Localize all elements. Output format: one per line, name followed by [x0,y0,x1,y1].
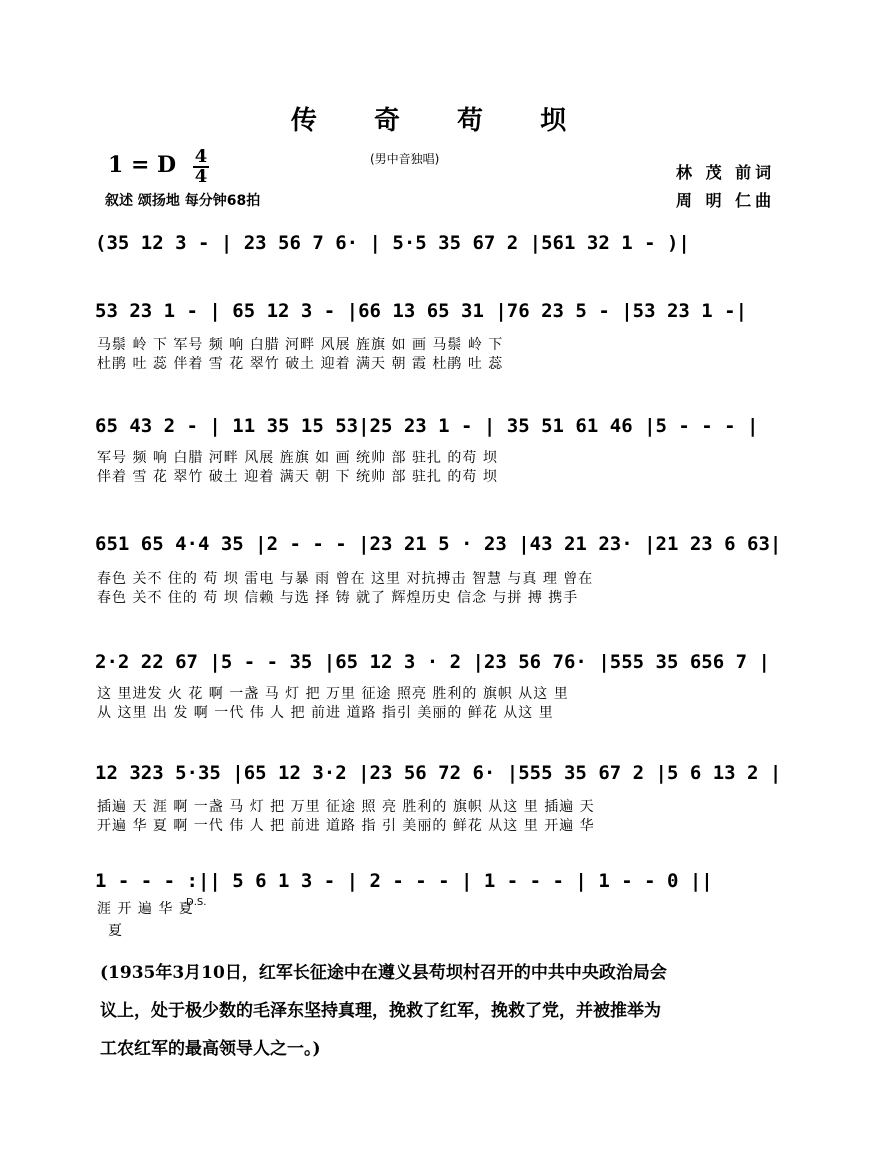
lyricist-credit: 林 茂 前词 [676,163,776,182]
lyric-line-2b: 杜鹃 吐 蕊 伴着 雪 花 翠竹 破土 迎着 满天 朝 霞 杜鹃 吐 蕊 [97,356,504,372]
score-line-5: 2·2 22 67 |5 - - 35 |65 12 3 · 2 |23 56 76· |555 35 656 7 | [95,651,770,673]
lyric-line-5a: 这 里进发 火 花 啊 一盏 马 灯 把 万里 征途 照亮 胜利的 旗帜 从这 里 [97,686,569,702]
lyric-line-7b: 夏 [108,923,123,939]
lyric-line-3a: 军号 频 响 白腊 河畔 风展 旌旗 如 画 统帅 部 驻扎 的苟 坝 [97,450,498,466]
tempo-marking: 叙述 颂扬地 每分钟68拍 [105,193,261,209]
score-line-2: 53 23 1 - | 65 12 3 - |66 13 65 31 |76 23 5 - |53 23 1 -| [95,300,748,322]
footnote-line-1: (1935年3月10日，红军长征途中在遵义县苟坝村召开的中共中央政治局会 [100,963,667,983]
time-signature [193,148,209,186]
song-title: 传 奇 苟 坝 [290,106,591,136]
score-line-7: 1 - - - :|| 5 6 1 3 - | 2 - - - | 1 - - - | 1 - - 0 || [95,870,713,892]
score-line-4: 651 65 4·4 35 |2 - - - |23 21 5 · 23 |43 21 23· |21 23 6 63| [95,533,782,555]
lyric-line-3b: 伴着 雪 花 翠竹 破土 迎着 满天 朝 下 统帅 部 驻扎 的苟 坝 [97,469,498,485]
footnote-line-3: 工农红军的最高领导人之一。) [100,1039,321,1059]
dal-segno-mark: D.S. [186,897,207,908]
key-signature: 1 = D [108,152,177,178]
lyric-line-5b: 从 这里 出 发 啊 一代 伟 人 把 前进 道路 指引 美丽的 鲜花 从这 里 [97,705,554,721]
historical-footnote [100,954,780,1068]
lyric-line-4a: 春色 关不 住的 苟 坝 雷电 与暴 雨 曾在 这里 对抗搏击 智慧 与真 理 曾在 [97,571,594,587]
lyric-line-4b: 春色 关不 住的 苟 坝 信赖 与选 择 铸 就了 辉煌历史 信念 与拼 搏 携手 [97,590,579,606]
time-sig-top: 4 [194,146,208,167]
composer-credit: 周 明 仁曲 [676,191,776,210]
lyric-line-2a: 马鬃 岭 下 军号 频 响 白腊 河畔 风展 旌旗 如 画 马鬃 岭 下 [97,337,504,353]
score-line-3: 65 43 2 - | 11 35 15 53|25 23 1 - | 35 51 61 46 |5 - - - | [95,415,759,437]
lyric-line-6a: 插遍 天 涯 啊 一盏 马 灯 把 万里 征途 照 亮 胜利的 旗帜 从这 里 插遍 天 [97,799,595,815]
score-line-1: (35 12 3 - | 23 56 7 6· | 5·5 35 67 2 |561 32 1 - )| [95,232,690,254]
lyric-line-7a: 涯 开 遍 华 夏 [97,901,194,917]
voice-type: (男中音独唱) [370,152,440,166]
footnote-line-2: 议上，处于极少数的毛泽东坚持真理，挽救了红军，挽救了党，并被推举为 [100,1001,661,1021]
lyric-line-6b: 开遍 华 夏 啊 一代 伟 人 把 前进 道路 指 引 美丽的 鲜花 从这 里 开遍 华 [97,818,595,834]
time-sig-bottom: 4 [194,166,208,187]
score-line-6: 12 323 5·35 |65 12 3·2 |23 56 72 6· |555 35 67 2 |5 6 13 2 | [95,762,782,784]
